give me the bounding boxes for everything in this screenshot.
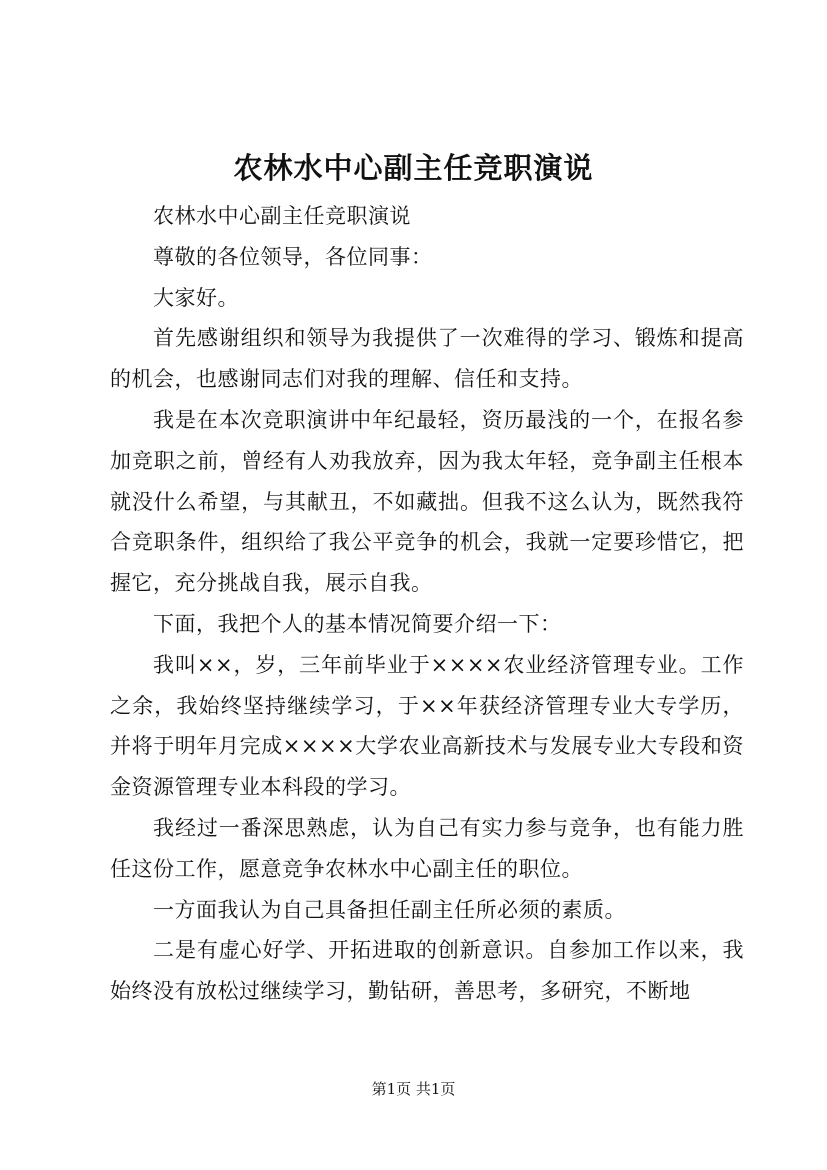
paragraph: 我叫××，岁，三年前毕业于××××农业经济管理专业。工作之余，我始终坚持继续学习，于××年获经济管理专业大专学历，并将于明年月完成××××大学农业高新技术与发展专业大专段和资金资源管理专业本科段的学习。	[110, 652, 744, 800]
page-number-footer: 第1页 共1页	[371, 1080, 456, 1098]
paragraph: 我是在本次竞职演讲中年纪最轻，资历最浅的一个，在报名参加竞职之前，曾经有人劝我放弃，因为我太年轻，竞争副主任根本就没什么希望，与其献丑，不如藏拙。但我不这么认为，既然我符合竞职条件，组织给了我公平竞争的机会，我就一定要珍惜它，把握它，充分挑战自我，展示自我。	[110, 407, 744, 596]
paragraph: 一方面我认为自己具备担任副主任所必须的素质。	[153, 897, 627, 922]
paragraph: 首先感谢组织和领导为我提供了一次难得的学习、锻炼和提高的机会，也感谢同志们对我的理解、信任和支持。	[110, 326, 744, 392]
paragraph: 二是有虚心好学、开拓进取的创新意识。自参加工作以来，我始终没有放松过继续学习，勤钻研，善思考，多研究，不断地	[110, 938, 744, 1004]
paragraph: 大家好。	[153, 285, 240, 310]
paragraph: 我经过一番深思熟虑，认为自己有实力参与竞争，也有能力胜任这份工作，愿意竞争农林水中心副主任的职位。	[110, 815, 744, 881]
paragraph: 尊敬的各位领导，各位同事：	[153, 244, 433, 269]
paragraph: 下面，我把个人的基本情况简要介绍一下：	[153, 611, 562, 636]
document-title: 农林水中心副主任竞职演说	[233, 151, 594, 185]
paragraph: 农林水中心副主任竞职演说	[153, 204, 412, 228]
document-body	[110, 196, 744, 1012]
